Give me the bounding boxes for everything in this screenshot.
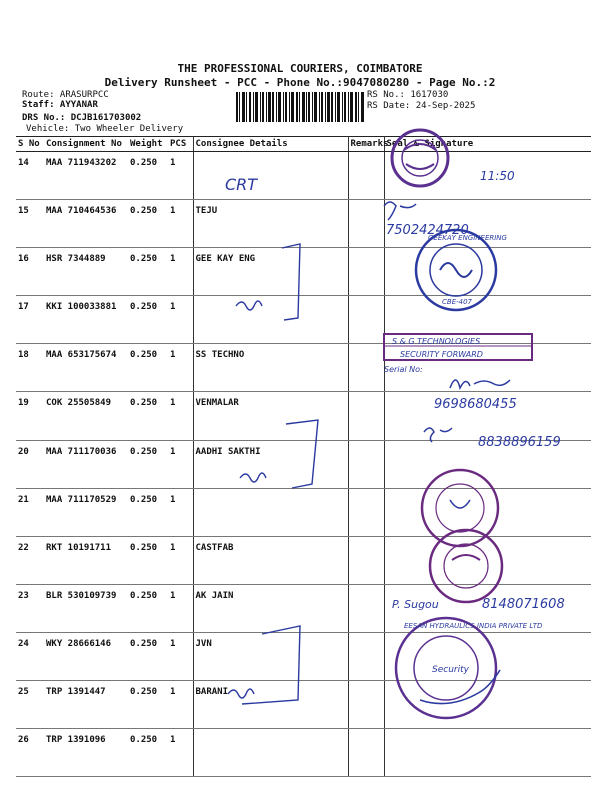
phone-row-19: 9698680455 <box>434 397 517 412</box>
cell-consignment: MAA 711170529 <box>44 488 128 536</box>
cell-consignment: COK 25505849 <box>44 392 128 440</box>
rs-number: RS No.: 1617030 <box>367 90 449 100</box>
table-header-row <box>16 137 591 152</box>
cell-consignee: BARANI <box>193 681 348 729</box>
table-row <box>16 344 591 392</box>
cell-sno: 20 <box>16 440 44 488</box>
cell-signature <box>384 392 591 440</box>
cell-signature <box>384 488 591 536</box>
cell-pcs: 1 <box>168 584 193 632</box>
cell-sno: 19 <box>16 392 44 440</box>
cell-weight: 0.250 <box>128 344 168 392</box>
seal-row-25-sub: Security <box>432 665 469 675</box>
cell-consignee <box>193 296 348 344</box>
cell-remarks <box>348 632 384 680</box>
cell-consignee: TEJU <box>193 200 348 248</box>
cell-signature <box>384 584 591 632</box>
cell-weight: 0.250 <box>128 296 168 344</box>
col-consignee: Consignee Details <box>193 137 348 152</box>
cell-consignment: TRP 1391447 <box>44 681 128 729</box>
table-row <box>16 584 591 632</box>
cell-consignment: MAA 711170036 <box>44 440 128 488</box>
cell-consignment: RKT 10191711 <box>44 536 128 584</box>
cell-consignment: TRP 1391096 <box>44 729 128 777</box>
cell-sno: 25 <box>16 681 44 729</box>
seal-row-25-text: EESAN HYDRAULICS INDIA PRIVATE LTD <box>404 622 543 630</box>
cell-signature <box>384 632 591 680</box>
table-row <box>16 440 591 488</box>
rs-date: RS Date: 24-Sep-2025 <box>367 101 476 111</box>
cell-remarks <box>348 488 384 536</box>
runsheet-table <box>16 136 591 777</box>
cell-consignee: AADHI SAKTHI <box>193 440 348 488</box>
table-row <box>16 152 591 200</box>
cell-sno: 23 <box>16 584 44 632</box>
cell-remarks <box>348 584 384 632</box>
cell-signature <box>384 344 591 392</box>
cell-remarks <box>348 440 384 488</box>
cell-consignee <box>193 729 348 777</box>
cell-consignee: SS TECHNO <box>193 344 348 392</box>
cell-sno: 17 <box>16 296 44 344</box>
table-row <box>16 632 591 680</box>
cell-consignment: WKY 28666146 <box>44 632 128 680</box>
cell-sno: 16 <box>16 248 44 296</box>
cell-consignee: GEE KAY ENG <box>193 248 348 296</box>
cell-consignment: BLR 530109739 <box>44 584 128 632</box>
cell-remarks <box>348 344 384 392</box>
table-row <box>16 488 591 536</box>
cell-remarks <box>348 392 384 440</box>
cell-consignee: JVN <box>193 632 348 680</box>
cell-sno: 14 <box>16 152 44 200</box>
cell-remarks <box>348 536 384 584</box>
cell-sno: 15 <box>16 200 44 248</box>
cell-weight: 0.250 <box>128 440 168 488</box>
drs-number: DRS No.: DCJB161703002 <box>22 113 142 123</box>
cell-weight: 0.250 <box>128 584 168 632</box>
staff-label: Staff: AYYANAR <box>22 100 98 110</box>
cell-pcs: 1 <box>168 440 193 488</box>
barcode-icon <box>236 92 364 122</box>
table-row <box>16 248 591 296</box>
cell-weight: 0.250 <box>128 248 168 296</box>
company-title: THE PROFESSIONAL COURIERS, COIMBATORE <box>177 62 423 75</box>
cell-weight: 0.250 <box>128 632 168 680</box>
cell-remarks <box>348 248 384 296</box>
cell-pcs: 1 <box>168 152 193 200</box>
cell-consignee: CASTFAB <box>193 536 348 584</box>
table-row <box>16 200 591 248</box>
route-label: Route: ARASURPCC <box>22 90 109 100</box>
cell-sno: 26 <box>16 729 44 777</box>
cell-weight: 0.250 <box>128 681 168 729</box>
phone-row-15: 7502424720 <box>386 223 469 238</box>
cell-signature <box>384 248 591 296</box>
cell-consignment: MAA 653175674 <box>44 344 128 392</box>
cell-sno: 22 <box>16 536 44 584</box>
cell-pcs: 1 <box>168 200 193 248</box>
cell-weight: 0.250 <box>128 152 168 200</box>
vehicle-label: Vehicle: Two Wheeler Delivery <box>26 124 184 134</box>
cell-signature <box>384 200 591 248</box>
seal-row-16-sub: CBE-407 <box>442 298 472 306</box>
cell-pcs: 1 <box>168 632 193 680</box>
stamp-row-19-a: S & G TECHNOLOGIES <box>392 337 481 346</box>
stamp-row-19-b: SECURITY FORWARD <box>400 350 483 359</box>
cell-pcs: 1 <box>168 488 193 536</box>
cell-sno: 24 <box>16 632 44 680</box>
cell-remarks <box>348 152 384 200</box>
table-row <box>16 681 591 729</box>
cell-signature <box>384 681 591 729</box>
col-pcs: PCS <box>168 137 193 152</box>
cell-signature <box>384 296 591 344</box>
cell-remarks <box>348 296 384 344</box>
runsheet-subtitle: Delivery Runsheet - PCC - Phone No.:9047080280 - Page No.:2 <box>104 76 496 89</box>
cell-signature <box>384 152 591 200</box>
cell-pcs: 1 <box>168 392 193 440</box>
cell-weight: 0.250 <box>128 200 168 248</box>
cell-consignment: MAA 710464536 <box>44 200 128 248</box>
seal-row-16-text: GEEKAY ENGINEERING <box>428 234 507 242</box>
cell-pcs: 1 <box>168 536 193 584</box>
table-row <box>16 296 591 344</box>
table-row <box>16 392 591 440</box>
cell-consignee: AK JAIN <box>193 584 348 632</box>
col-remarks: Remarks <box>348 137 384 152</box>
signature-row-24: P. Sugou <box>392 598 439 611</box>
cell-sno: 18 <box>16 344 44 392</box>
col-sno: S No <box>16 137 44 152</box>
table-row <box>16 536 591 584</box>
cell-signature <box>384 729 591 777</box>
phone-row-20: 8838896159 <box>478 435 561 450</box>
cell-signature <box>384 536 591 584</box>
cell-weight: 0.250 <box>128 729 168 777</box>
cell-signature <box>384 440 591 488</box>
cell-consignee: VENMALAR <box>193 392 348 440</box>
col-weight: Weight <box>128 137 168 152</box>
crt-note: CRT <box>225 175 258 194</box>
col-consignment: Consignment No <box>44 137 128 152</box>
col-signature: Seal & Signature <box>384 137 591 152</box>
cell-consignee <box>193 152 348 200</box>
cell-consignment: KKI 100033881 <box>44 296 128 344</box>
cell-consignment: MAA 711943202 <box>44 152 128 200</box>
time-note: 11:50 <box>480 169 515 183</box>
cell-pcs: 1 <box>168 681 193 729</box>
cell-remarks <box>348 200 384 248</box>
cell-remarks <box>348 681 384 729</box>
cell-pcs: 1 <box>168 729 193 777</box>
cell-consignment: HSR 7344889 <box>44 248 128 296</box>
cell-remarks <box>348 729 384 777</box>
cell-pcs: 1 <box>168 296 193 344</box>
cell-sno: 21 <box>16 488 44 536</box>
phone-row-24: 8148071608 <box>482 597 565 612</box>
table-row <box>16 729 591 777</box>
cell-pcs: 1 <box>168 344 193 392</box>
cell-weight: 0.250 <box>128 392 168 440</box>
cell-pcs: 1 <box>168 248 193 296</box>
stamp-row-19-serial: Serial No: <box>384 365 423 374</box>
cell-weight: 0.250 <box>128 536 168 584</box>
cell-consignee <box>193 488 348 536</box>
cell-weight: 0.250 <box>128 488 168 536</box>
